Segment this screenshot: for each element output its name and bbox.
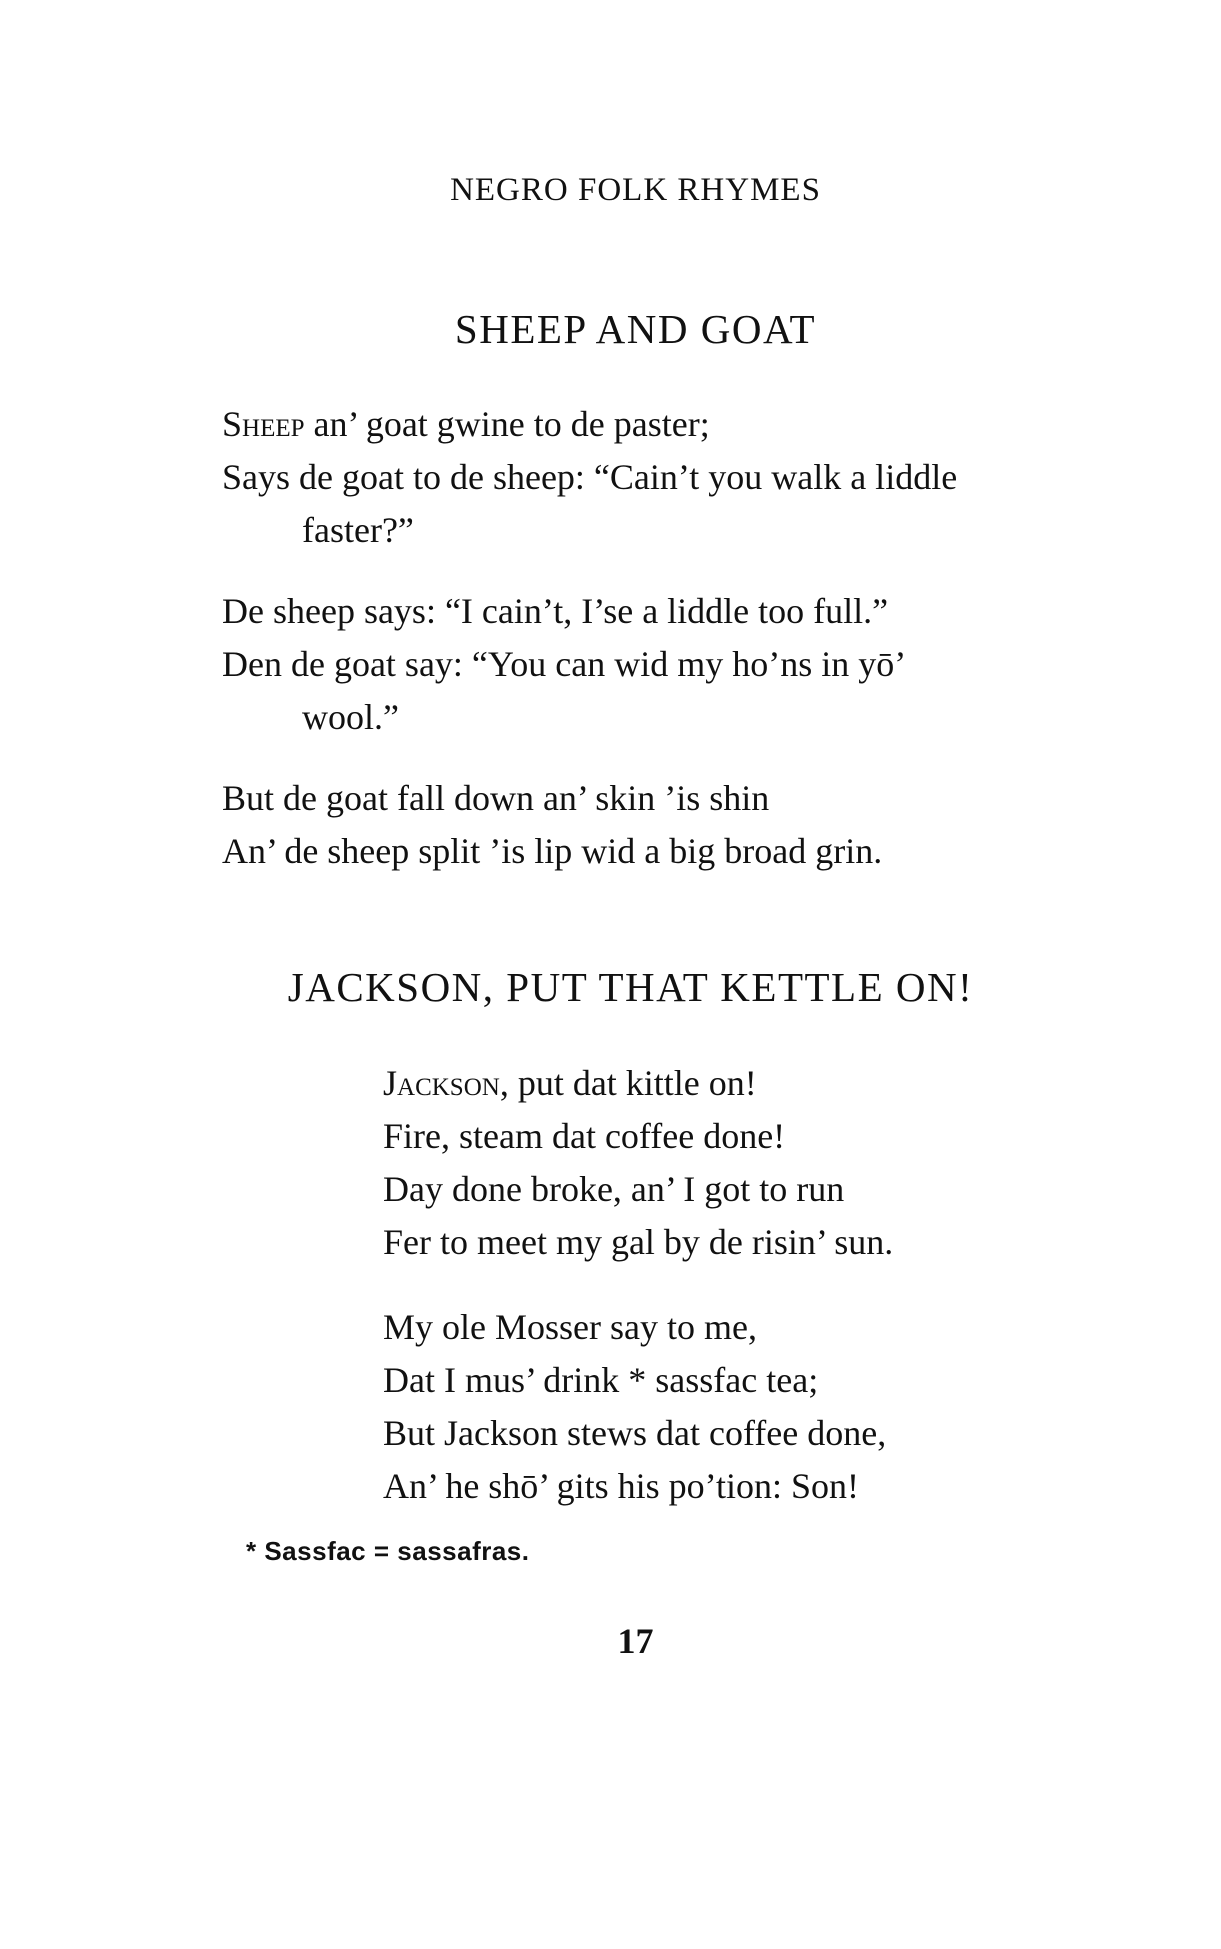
poem-line: My ole Mosser say to me, (383, 1307, 757, 1347)
poem-line: wool.” (302, 697, 399, 737)
poem-line (383, 1057, 1083, 1110)
poem-line: An’ de sheep split ’is lip wid a big broad grin. (222, 831, 883, 871)
running-head: NEGRO FOLK RHYMES (450, 172, 821, 208)
poem-line: But Jackson stews dat coffee done, (383, 1413, 887, 1453)
poem-body (222, 398, 1122, 906)
poem-title: SHEEP AND GOAT (454, 306, 817, 352)
stanza (222, 772, 1122, 878)
footnote: * Sassfac = sassafras. (246, 1536, 530, 1566)
poem-line: De sheep says: “I cain’t, I’se a liddle too full.” (222, 591, 889, 631)
poem-line: But de goat fall down an’ skin ’is shin (222, 778, 770, 818)
stanza (222, 398, 1122, 557)
stanza (383, 1301, 1083, 1513)
poem-line: Den de goat say: “You can wid my ho’ns in yō’ (222, 644, 907, 684)
poem-line: faster?” (302, 510, 414, 550)
poem-line-text: an’ goat gwine to de paster; (313, 404, 710, 444)
poem-line (222, 398, 1122, 451)
small-caps-first-word: Sheep (222, 404, 305, 444)
poem-title: JACKSON, PUT THAT KETTLE ON! (287, 964, 974, 1010)
stanza (222, 585, 1122, 744)
small-caps-first-word: Jackson (383, 1063, 500, 1103)
poem-line: An’ he shō’ gits his po’tion: Son! (383, 1466, 859, 1506)
poem-line: Dat I mus’ drink * sassfac tea; (383, 1360, 819, 1400)
page-number: 17 (617, 1621, 654, 1661)
poem-line: Says de goat to de sheep: “Cain’t you walk a liddle (222, 457, 958, 497)
stanza (383, 1057, 1083, 1269)
poem-line: Fer to meet my gal by de risin’ sun. (383, 1222, 894, 1262)
poem-line: Fire, steam dat coffee done! (383, 1116, 786, 1156)
poem-body (383, 1057, 1083, 1545)
poem-line-text: , put dat kittle on! (499, 1063, 757, 1103)
poem-line: Day done broke, an’ I got to run (383, 1169, 845, 1209)
